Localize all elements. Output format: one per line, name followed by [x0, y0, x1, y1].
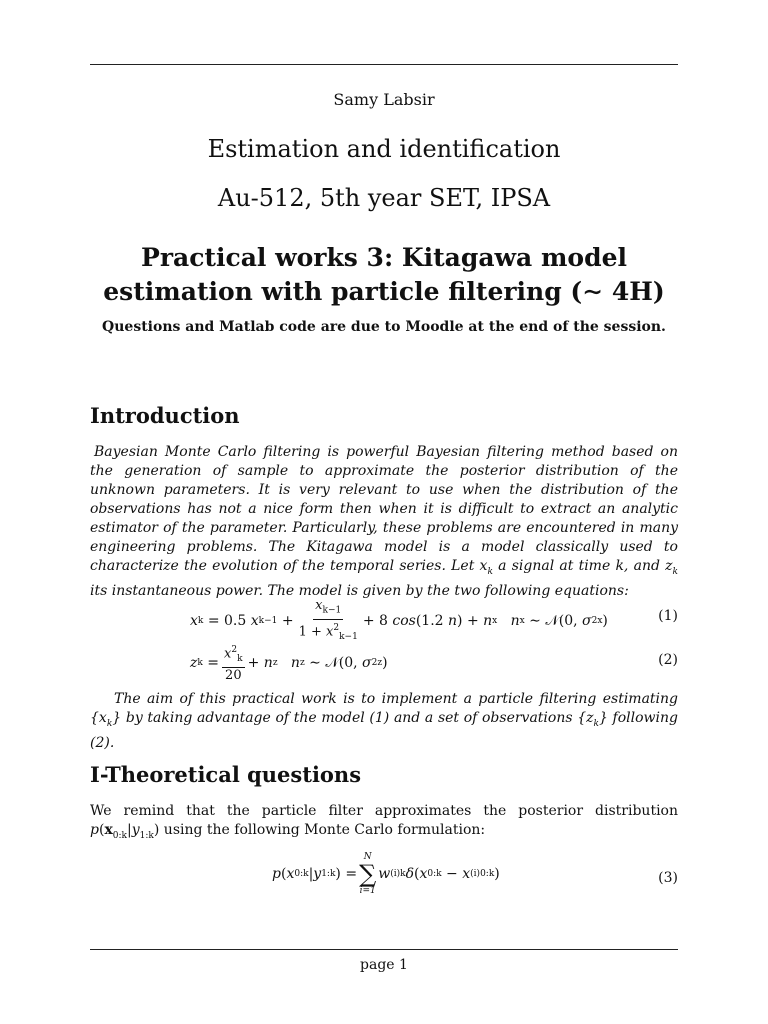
top-rule: [90, 64, 678, 65]
equation-1: x k = 0.5 x k−1 + $\frac{x_{k-1}}{1 + x^2_{k-1}}$ + 8 cos (1.2 n ) + n x n x ∼ 𝒩(0, σ 2 x ) (1): [190, 598, 678, 642]
title-line-2: estimation with particle filtering (∼ 4H): [103, 277, 665, 306]
theoretical-questions-heading: I-Theoretical questions: [90, 762, 362, 787]
equation-2-number: (2): [658, 652, 678, 668]
course-info: Au-512, 5th year SET, IPSA: [217, 184, 551, 212]
bottom-rule: [90, 949, 678, 950]
equation-1-number: (1): [658, 608, 678, 624]
equation-2: z k = $\frac{x^2_k}{20}$ + n z n z ∼ 𝒩(0, σ 2 z ) (2): [90, 642, 678, 682]
title-line-1: Practical works 3: Kitagawa model: [141, 243, 627, 272]
theoretical-paragraph: We remind that the particle filter approximates the posterior distribution $p(x_{0:k}|y_{1:k})$ using the following Monte Carlo formulation:: [90, 803, 678, 841]
course-title: Estimation and identification: [207, 135, 561, 163]
introduction-paragraph: Bayesian Monte Carlo filtering is powerful Bayesian filtering method based on the generation of sample to approximate the posterior distribution of the unknown parameters. It is very relevant to use when the distribution of the observations has not a nice form then when it is difficult to extract an analytic estimator of the parameter. Particularly, these problems are encountered in many engineering problems. The Kitagawa model is a model classically used to characterize the evolution of the temporal series. Let $x_k$ a signal at time k, and $z_k$ its instantaneous power. The model is given by the two following equations:: [90, 444, 678, 599]
aim-paragraph: The aim of this practical work is to implement a particle filtering estimating $\{x_k\}$ by taking advantage of the model (1) and a set of observations $\{z_k\}$ following (2).: [90, 691, 678, 751]
page-number: page 1: [360, 957, 408, 973]
introduction-heading: Introduction: [90, 403, 240, 428]
document-title: [90, 241, 678, 309]
submission-note: Questions and Matlab code are due to Moodle at the end of the session.: [102, 319, 666, 335]
author-name: Samy Labsir: [333, 90, 435, 109]
equation-3: p ( x 0:k | y 1:k ) = N ∑ i=1 w (i) k δ ( x 0:k − x (i) 0:k ) (3): [272, 852, 678, 896]
equation-3-number: (3): [658, 870, 678, 886]
